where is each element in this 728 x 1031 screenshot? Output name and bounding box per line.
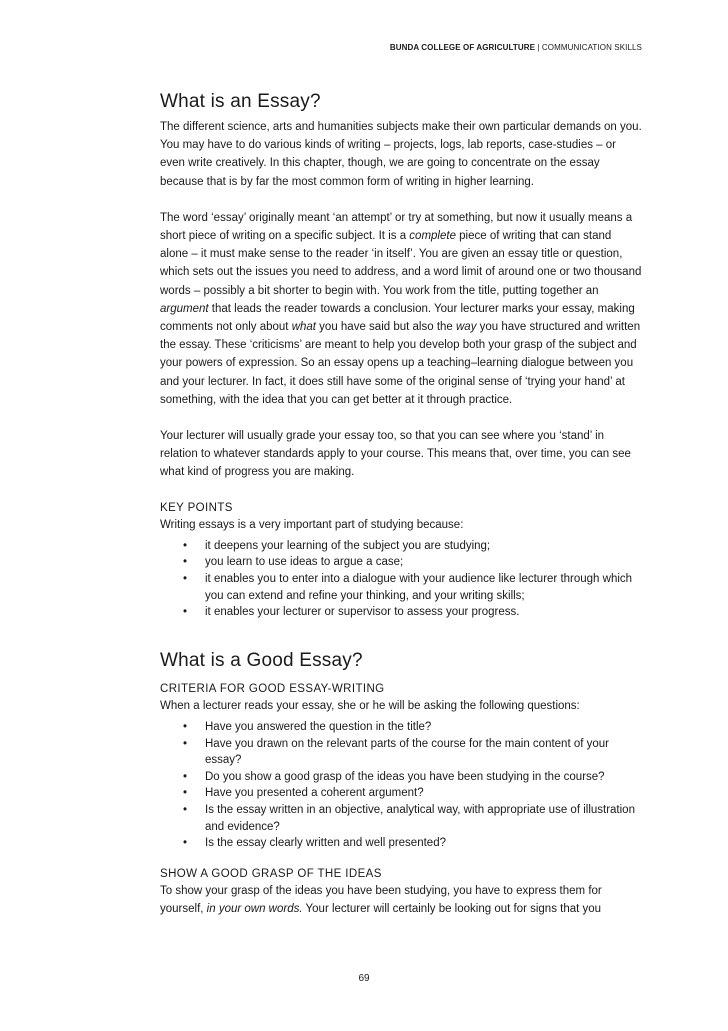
key-points-heading: KEY POINTS	[160, 501, 233, 514]
header-college: BUNDA COLLEGE OF AGRICULTURE	[389, 43, 536, 52]
paragraph-grading: Your lecturer will usually grade your essay too, so that you can see where you ‘stand’ in relation to whatever standards apply to your course. This means that, over time, you can see what kind of progress you are making.	[160, 430, 631, 479]
running-header	[160, 43, 642, 52]
list-item: • you learn to use ideas to argue a case;	[183, 556, 404, 569]
list-item: • Have you answered the question in the title?	[183, 721, 432, 734]
list-item: • Is the essay clearly written and well presented?	[183, 837, 446, 850]
criteria-list	[160, 719, 642, 852]
list-item: • it deepens your learning of the subject you are studying;	[183, 539, 491, 552]
header-course: COMMUNICATION SKILLS	[541, 43, 642, 52]
header-separator: |	[537, 43, 540, 52]
page-body	[160, 90, 642, 918]
key-points-intro: Writing essays is a very important part of studying because:	[160, 518, 464, 531]
list-item: • Have you presented a coherent argument?	[183, 787, 424, 800]
list-item: • it enables your lecturer or supervisor to assess your progress.	[183, 606, 520, 619]
paragraph-essay-meaning: The word ‘essay’ originally meant ‘an attempt’ or try at something, but now it usually means a short piece of writing on a specific subject. It is a complete piece of writing that can stand alone – it must make sense to the reader ‘in itself’. You are given an essay title or question, which sets out the issues you need to address, and a word limit of around one or two thousand words – possibly a bit shorter to begin with. You work from the title, putting together an argument that leads the reader towards a conclusion. Your lecturer marks your essay, making comments not only about what you have said but also the way you have structured and written the essay. These ‘criticisms’ are meant to help you develop both your grasp of the subject and your powers of expression. So an essay opens up a teaching–learning dialogue between you and your lecturer. In fact, it does still have some of the original sense of ‘trying your hand’ at something, with the idea that you can get better at it through practice.	[160, 211, 642, 406]
page-number: 69	[358, 973, 370, 984]
paragraph-grasp: To show your grasp of the ideas you have been studying, you have to express them for yourself, in your own words. Your lecturer will certainly be looking out for signs that you	[160, 884, 602, 915]
key-points-list	[160, 538, 642, 621]
criteria-intro: When a lecturer reads your essay, she or he will be asking the following questions:	[160, 699, 580, 712]
list-item: • Do you show a good grasp of the ideas you have been studying in the course?	[183, 770, 605, 783]
criteria-heading: CRITERIA FOR GOOD ESSAY-WRITING	[160, 682, 385, 695]
paragraph-intro: The different science, arts and humanities subjects make their own particular demands on you. You may have to do various kinds of writing – projects, logs, lab reports, case-studies – or even write creatively. In this chapter, though, we are going to concentrate on the essay because that is by far the most common form of writing in higher learning.	[160, 121, 642, 188]
section-title-essay: What is an Essay?	[160, 91, 321, 112]
grasp-heading: SHOW A GOOD GRASP OF THE IDEAS	[160, 867, 382, 880]
section-title-good-essay: What is a Good Essay?	[160, 649, 363, 671]
list-item: • it enables you to enter into a dialogue with your audience like lecturer through which you can extend and refine your thinking, and your writing skills;	[183, 573, 633, 602]
list-item: • Is the essay written in an objective, analytical way, with appropriate use of illustration and evidence?	[183, 804, 635, 833]
list-item: • Have you drawn on the relevant parts of the course for the main content of your essay?	[183, 737, 610, 767]
